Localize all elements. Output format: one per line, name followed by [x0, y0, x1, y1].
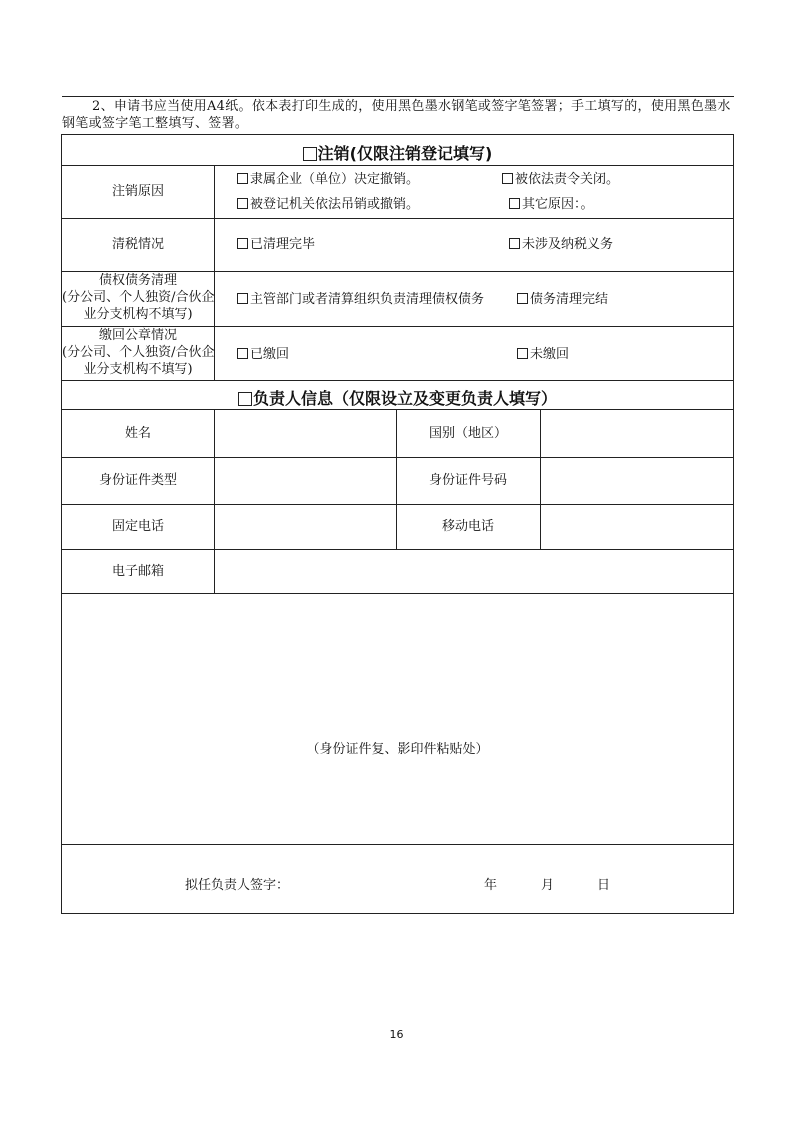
id-type-field[interactable]	[215, 458, 395, 503]
day-label: 日	[597, 878, 611, 893]
form-table	[61, 134, 734, 914]
seal-sub-1: (分公司、个人独资/合伙企	[62, 345, 215, 360]
checkbox-icon[interactable]	[509, 238, 520, 249]
cancel-reason-label: 注销原因	[111, 184, 164, 199]
page-number: 16	[389, 1028, 404, 1041]
option-text: 未涉及纳税义务	[522, 237, 614, 252]
option-text: 已缴回	[250, 347, 290, 362]
checkbox-icon[interactable]	[237, 173, 248, 184]
reason-option-revoke[interactable]	[237, 171, 419, 188]
country-label: 国别（地区）	[428, 426, 507, 441]
reason-option-other[interactable]	[509, 196, 594, 213]
checkbox-icon[interactable]	[237, 198, 248, 209]
reason-option-closed[interactable]	[502, 171, 619, 188]
checkbox-icon[interactable]	[237, 238, 248, 249]
option-text: 已清理完毕	[250, 237, 316, 252]
month-label: 月	[541, 878, 555, 893]
seal-label: 缴回公章情况	[98, 328, 177, 343]
row-line	[62, 844, 733, 845]
person-title-text: 负责人信息（仅限设立及变更负责人填写）	[252, 389, 557, 408]
name-field[interactable]	[215, 410, 395, 456]
phone-field[interactable]	[215, 505, 395, 548]
tax-option-cleared[interactable]	[237, 236, 315, 253]
option-text: 被登记机关依法吊销或撤销。	[250, 197, 420, 212]
tax-option-none[interactable]	[509, 236, 613, 253]
signature-label: 拟任负责人签字：	[185, 878, 290, 893]
row-line	[62, 218, 733, 219]
option-text: 被依法责令关闭。	[515, 172, 620, 187]
row-line	[62, 380, 733, 381]
debt-label: 债权债务清理	[98, 273, 177, 288]
cancel-section-title	[62, 141, 733, 164]
checkbox-icon[interactable]	[303, 147, 317, 161]
checkbox-icon[interactable]	[509, 198, 520, 209]
phone-label: 固定电话	[111, 519, 164, 534]
id-number-label: 身份证件号码	[428, 473, 507, 488]
checkbox-icon[interactable]	[517, 293, 528, 304]
seal-option-returned[interactable]	[237, 346, 289, 363]
id-paste-area: （身份证件复、影印件粘贴处）	[306, 742, 489, 757]
year-label: 年	[484, 878, 498, 893]
id-type-label: 身份证件类型	[98, 473, 177, 488]
country-field[interactable]	[541, 410, 733, 456]
debt-sub-1: (分公司、个人独资/合伙企	[62, 290, 215, 305]
option-text: 主管部门或者清算组织负责清理债权债务	[250, 292, 485, 307]
top-rule	[62, 96, 734, 97]
debt-option-complete[interactable]	[517, 291, 608, 308]
option-text: 债务清理完结	[530, 292, 609, 307]
signature-field[interactable]	[302, 871, 472, 897]
option-text: 其它原因：。	[522, 197, 594, 212]
option-text: 隶属企业（单位）决定撤销。	[250, 172, 420, 187]
row-line	[62, 593, 733, 594]
email-field[interactable]	[215, 550, 733, 592]
col-line	[214, 165, 215, 380]
name-label: 姓名	[124, 426, 151, 441]
checkbox-icon[interactable]	[517, 348, 528, 359]
row-line	[62, 165, 733, 166]
id-number-field[interactable]	[541, 458, 733, 503]
checkbox-icon[interactable]	[237, 293, 248, 304]
checkbox-icon[interactable]	[238, 392, 252, 406]
debt-sub-2: 业分支机构不填写)	[83, 307, 193, 322]
seal-option-not-returned[interactable]	[517, 346, 569, 363]
email-label: 电子邮箱	[111, 564, 164, 579]
debt-option-authority[interactable]	[237, 291, 484, 308]
checkbox-icon[interactable]	[502, 173, 513, 184]
person-section-title	[62, 386, 733, 409]
checkbox-icon[interactable]	[237, 348, 248, 359]
seal-sub-2: 业分支机构不填写)	[83, 362, 193, 377]
instruction-note: 2、申请书应当使用A4纸。依本表打印生成的，使用黑色墨水钢笔或签字笔签署；手工填写的，使用黑色墨水钢笔或签字笔工整填写、签署。	[62, 99, 731, 131]
tax-label: 清税情况	[111, 237, 164, 252]
option-text: 未缴回	[530, 347, 570, 362]
mobile-field[interactable]	[541, 505, 733, 548]
reason-option-revoked-by-registry[interactable]	[237, 196, 419, 213]
cancel-title-text: 注销(仅限注销登记填写)	[317, 144, 493, 163]
mobile-label: 移动电话	[441, 519, 494, 534]
